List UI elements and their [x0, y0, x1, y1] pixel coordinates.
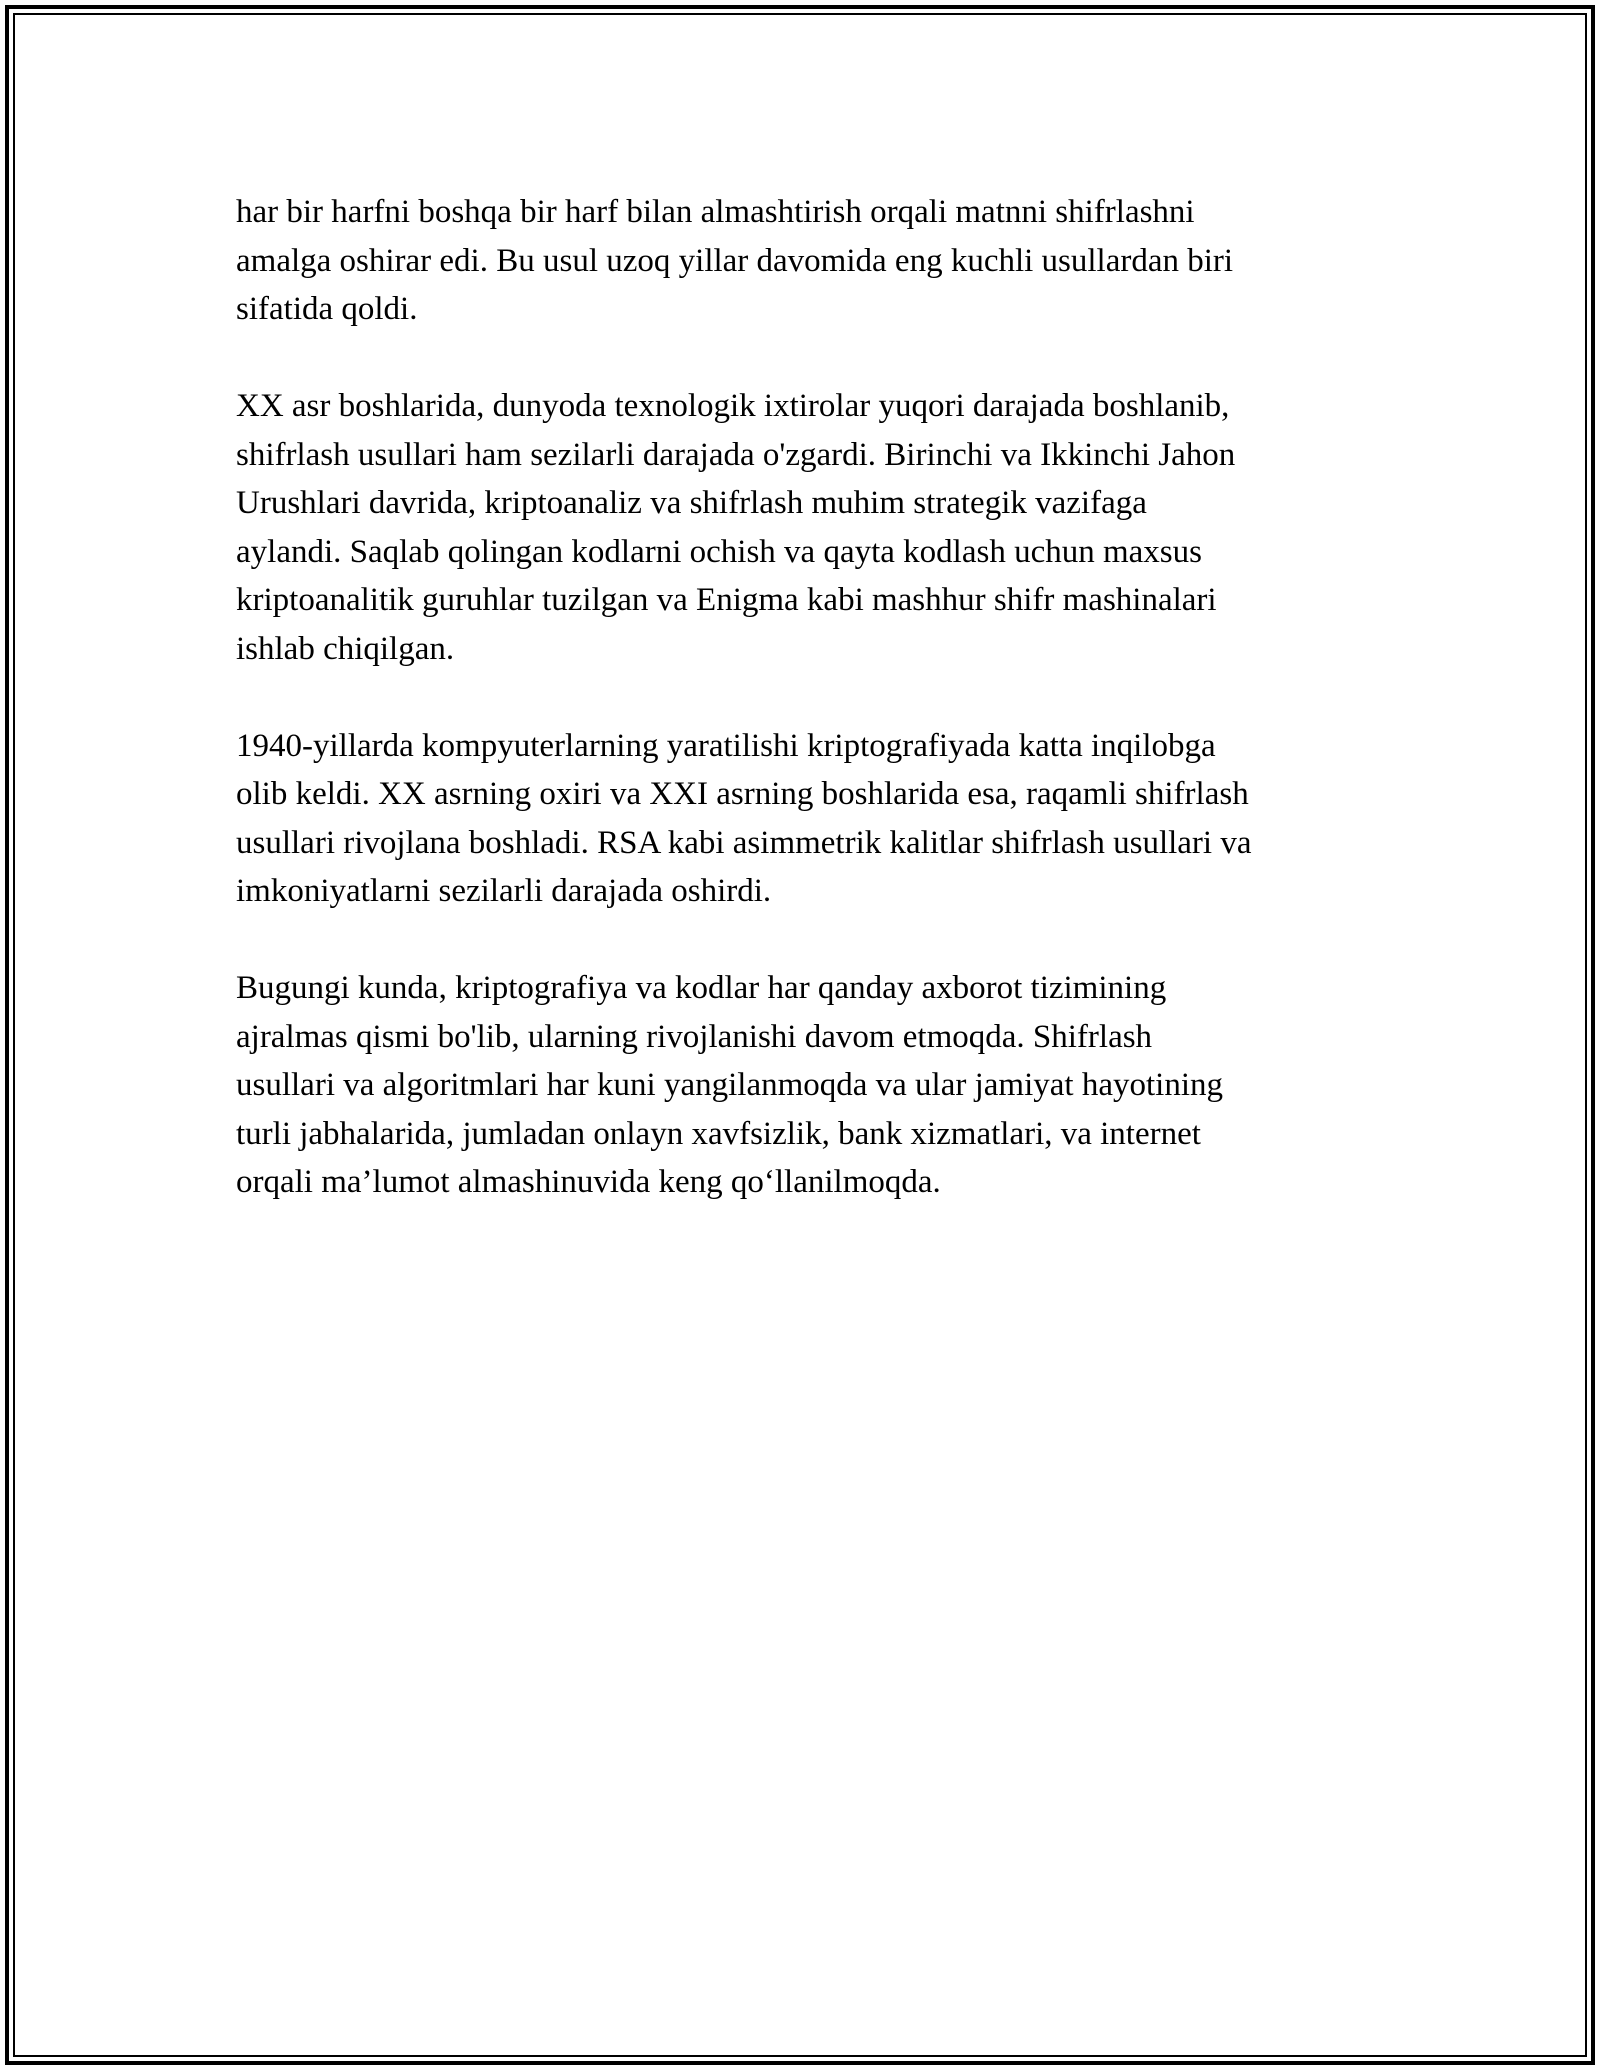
text-line: 1940-yillarda kompyuterlarning yaratilishi kriptografiyada katta inqilobga	[236, 727, 1216, 764]
text-line: usullari rivojlana boshladi. RSA kabi asimmetrik kalitlar shifrlash usullari va	[236, 824, 1252, 861]
text-line: Urushlari davrida, kriptoanaliz va shifrlash muhim strategik vazifaga	[236, 485, 1147, 521]
paragraph-1	[236, 188, 1376, 334]
text-line: Bugungi kunda, kriptografiya va kodlar har qanday axborot tizimining	[236, 970, 1167, 1006]
text-line: ishlab chiqilgan.	[236, 630, 455, 667]
text-line: har bir harfni boshqa bir harf bilan almashtirish orqali matnni shifrlashni	[236, 194, 1195, 230]
text-line: turli jabhalarida, jumladan onlayn xavfsizlik, bank xizmatlari, va internet	[236, 1115, 1201, 1152]
text-line: ajralmas qismi bo'lib, ularning rivojlanishi davom etmoqda. Shifrlash	[236, 1018, 1153, 1055]
paragraph-3	[236, 722, 1376, 916]
text-line: amalga oshirar edi. Bu usul uzoq yillar davomida eng kuchli usullardan biri	[236, 242, 1234, 279]
paragraph-2	[236, 382, 1376, 673]
text-line: imkoniyatlarni sezilarli darajada oshirdi.	[236, 873, 772, 909]
paragraph-4	[236, 964, 1376, 1207]
text-line: XX asr boshlarida, dunyoda texnologik ixtirolar yuqori darajada boshlanib,	[236, 388, 1230, 424]
text-line: shifrlash usullari ham sezilarli darajada o'zgardi. Birinchi va Ikkinchi Jahon	[236, 436, 1236, 473]
text-line: kriptoanalitik guruhlar tuzilgan va Enigma kabi mashhur shifr mashinalari	[236, 582, 1217, 618]
text-line: olib keldi. XX asrning oxiri va XXI asrning boshlarida esa, raqamli shifrlash	[236, 776, 1249, 812]
text-line: usullari va algoritmlari har kuni yangilanmoqda va ular jamiyat hayotining	[236, 1067, 1223, 1103]
text-line: orqali ma’lumot almashinuvida keng qo‘llanilmoqda.	[236, 1164, 941, 1200]
text-line: sifatida qoldi.	[236, 291, 418, 327]
text-line: aylandi. Saqlab qolingan kodlarni ochish va qayta kodlash uchun maxsus	[236, 533, 1202, 570]
document-body	[236, 188, 1376, 1255]
